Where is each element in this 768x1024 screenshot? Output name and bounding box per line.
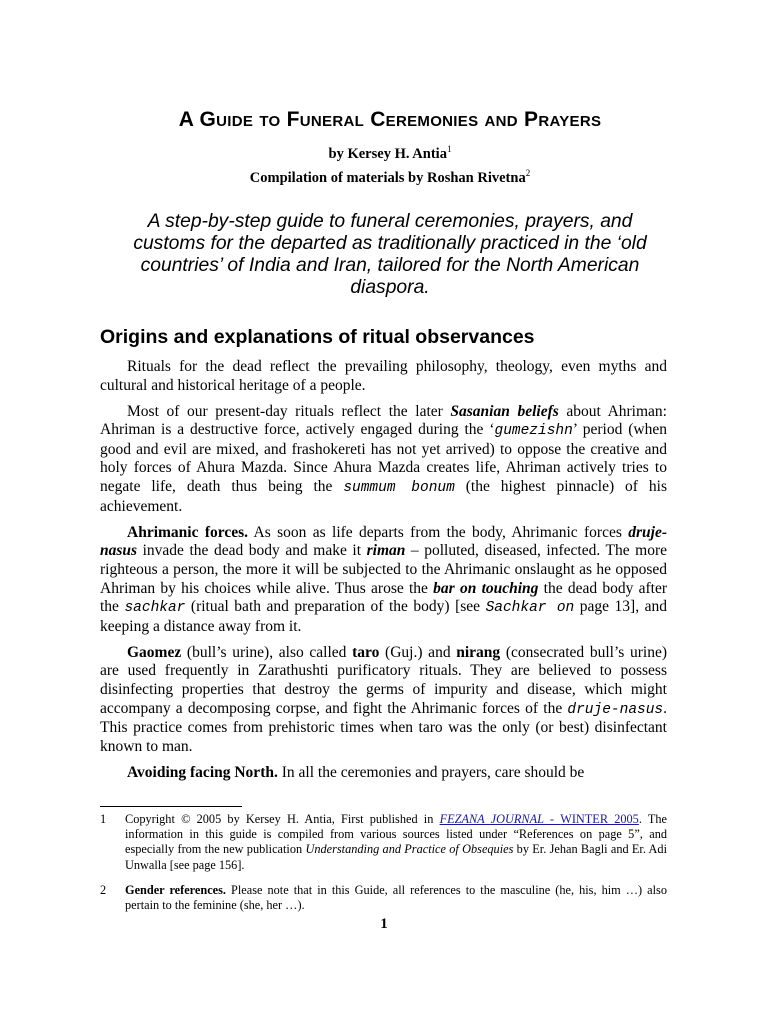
title-article: A (178, 108, 200, 131)
body-text (100, 358, 667, 790)
paragraph-5: Avoiding facing North. In all the ceremonies and prayers, care should be (127, 763, 585, 781)
cross-ref-sachkar[interactable]: Sachkar on (485, 600, 575, 617)
title-main: Guide to Funeral Ceremonies and Prayers (199, 108, 602, 131)
term-summum-bonum: summum bonum (343, 480, 455, 497)
footnote-ref-2[interactable]: 2 (525, 168, 531, 178)
footnote-1: 1 Copyright © 2005 by Kersey H. Antia, First published in FEZANA JOURNAL - WINTER 2005. The information in this guide is compiled from various sources listed under “References on page 5”, and especially from the new publication Understanding and Practice of Obsequies by Er. Jehan Bagli and Er. Adi Unwalla [see page 156]. (100, 812, 668, 872)
term-druje-nasus-2: druje-nasus (567, 701, 664, 718)
paragraph-2: Most of our present-day rituals reflect the later Sasanian beliefs about Ahriman: Ahriman is a destructive force, actively engaged during the ‘gumezishn’ period (when good and evil are mixed, and frashokereti has not yet arrived) to oppose the creative and holy forces of Ahura Mazda. Since Ahura Mazda creates life, Ahriman actively tries to negate life, death thus being the summum bonum (the highest pinnacle) of his achievement. (100, 402, 667, 515)
footnote-ref-1[interactable]: 1 (446, 144, 452, 154)
paragraph-1: Rituals for the dead reflect the prevailing philosophy, theology, even myths and cultural and historical heritage of a people. (100, 358, 667, 394)
page-number: 1 (380, 916, 388, 932)
term-bar-on-touching: bar on touching (433, 579, 539, 597)
compiler-text: Compilation of materials by Roshan Rivetna (249, 169, 526, 186)
term-gumezishn: gumezishn (494, 423, 573, 440)
footnotes (100, 812, 667, 923)
term-sachkar: sachkar (124, 600, 186, 617)
term-riman: riman (366, 542, 406, 560)
run-in-heading-avoiding-north: Avoiding facing North. (127, 763, 278, 781)
term-sasanian-beliefs: Sasanian beliefs (450, 402, 559, 420)
paragraph-3: Ahrimanic forces. As soon as life departs from the body, Ahrimanic forces druje-nasus invade the dead body and make it riman – polluted, diseased, infected. The more righteous a person, the more it will be subjected to the Ahrimanic onslaught as he opposed Ahriman by his choices while alive. Thus arose the bar on touching the dead body after the sachkar (ritual bath and preparation of the body) [see Sachkar on page 13], and keeping a distance away from it. (100, 523, 667, 635)
document-title (100, 108, 680, 132)
winter-2005-link[interactable]: WINTER 2005 (560, 812, 639, 826)
abstract: A step-by-step guide to funeral ceremonies, prayers, and customs for the departed as traditionally practiced in the ‘old countries’ of India and Iran, tailored for the North American diaspora. (133, 211, 647, 298)
fezana-journal-link[interactable]: FEZANA JOURNAL - (439, 812, 561, 826)
publication-title: Understanding and Practice of Obsequies (305, 842, 514, 857)
section-heading: Origins and explanations of ritual observances (100, 326, 535, 348)
term-nirang: nirang (456, 643, 501, 661)
compiler-byline (100, 168, 680, 187)
term-taro: taro (352, 643, 380, 661)
term-gaomez: Gaomez (127, 643, 182, 661)
footnote-number: 1 (100, 812, 107, 826)
term-druje-nasus: druje-nasus (100, 523, 667, 560)
paragraph-4: Gaomez (bull’s urine), also called taro (Guj.) and nirang (consecrated bull’s urine) are used frequently in Zarathushti purificatory rituals. They are believed to possess disinfecting properties that destroy the germs of impurity and disease, which might accompany a decomposing corpse, and fight the Ahrimanic forces of the druje-nasus. This practice comes from prehistoric times when taro was the only (or best) disinfectant known to man. (100, 643, 667, 755)
footnote-number: 2 (100, 882, 107, 897)
gender-references-label: Gender references. (125, 882, 226, 897)
footnote-2: 2 Gender references. Please note that in this Guide, all references to the masculine (he, his, him …) also pertain to the feminine (she, her …). (100, 882, 667, 913)
author-byline (100, 144, 680, 163)
run-in-heading-ahrimanic-forces: Ahrimanic forces. (127, 523, 249, 541)
footnote-separator (100, 806, 242, 807)
author-text: by Kersey H. Antia (328, 145, 447, 162)
